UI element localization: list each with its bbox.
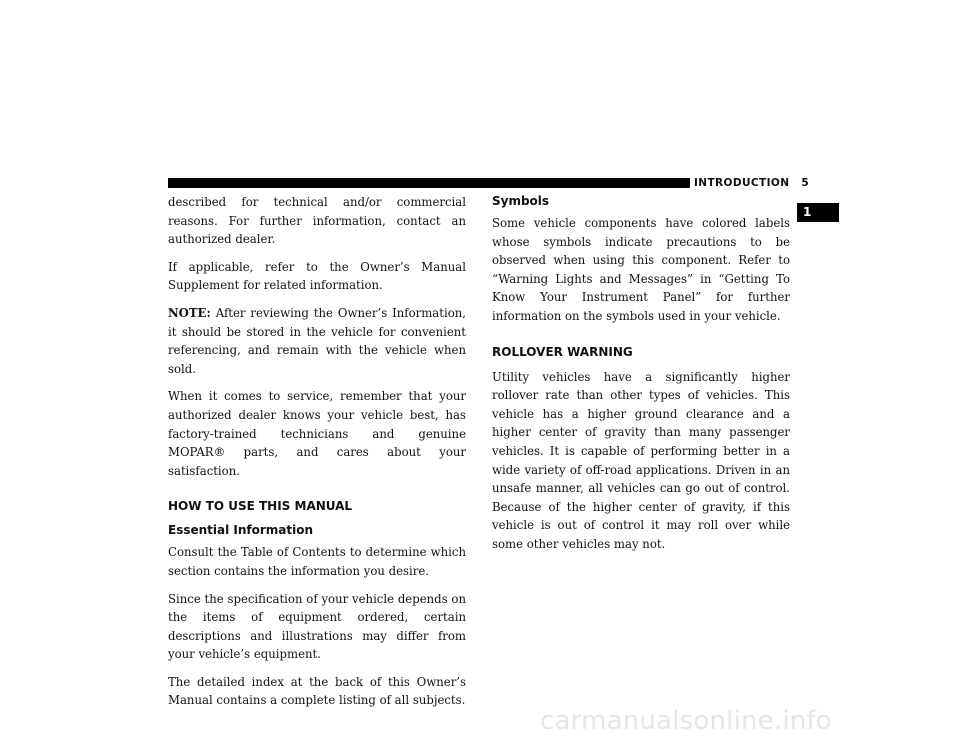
section-title: INTRODUCTION xyxy=(694,177,790,189)
chapter-tab: 1 xyxy=(797,203,839,222)
running-head xyxy=(694,176,809,190)
left-column xyxy=(168,190,466,719)
header-rule xyxy=(168,178,690,188)
subsection-heading: Symbols xyxy=(492,194,550,208)
section-heading: ROLLOVER WARNING xyxy=(492,344,633,359)
watermark: carmanualsonline.info xyxy=(540,706,832,736)
paragraph: Some vehicle components have colored labels whose symbols indicate precautions to be observed when using this component. Refer to “Warning Lights and Messages” in “Getting To Know Your Instrument Panel” for further information on the symbols used in your vehicle. xyxy=(492,216,790,323)
note-label: NOTE: xyxy=(168,305,211,320)
paragraph: When it comes to service, remember that your authorized dealer knows your vehicle best, has factory-trained technicians and genuine MOPAR® parts, and cares about your satisfaction. xyxy=(168,389,466,478)
subsection-heading: Essential Information xyxy=(168,523,314,538)
section-heading: HOW TO USE THIS MANUAL xyxy=(168,499,353,514)
paragraph: The detailed index at the back of this Owner’s Manual contains a complete listing of all subjects. xyxy=(168,674,466,708)
paragraph: Consult the Table of Contents to determine which section contains the information you desire. xyxy=(168,545,466,578)
page-number: 5 xyxy=(801,177,810,189)
paragraph: Utility vehicles have a significantly higher rollover rate than other types of vehicles. This vehicle has a higher ground clearance and a higher center of gravity than many passenger vehicles. It is capable of performing better in a wide variety of off-road applications. Driven in an unsafe manner, all vehicles can go out of control. Because of the higher center of gravity, if this vehicle is out of control it may roll over while some other vehicles may not. xyxy=(492,369,790,551)
right-column xyxy=(492,190,790,563)
paragraph: Since the specification of your vehicle depends on the items of equipment ordered, certain descriptions and illustrations may differ from your vehicle’s equipment. xyxy=(168,591,466,662)
paragraph: If applicable, refer to the Owner’s Manual Supplement for related information. xyxy=(168,259,466,293)
note-paragraph xyxy=(168,304,466,378)
paragraph: described for technical and/or commercial reasons. For further information, contact an authorized dealer. xyxy=(168,195,466,247)
note-text: After reviewing the Owner’s Information, it should be stored in the vehicle for convenient referencing, and remain with the vehicle when sold. xyxy=(168,305,466,376)
